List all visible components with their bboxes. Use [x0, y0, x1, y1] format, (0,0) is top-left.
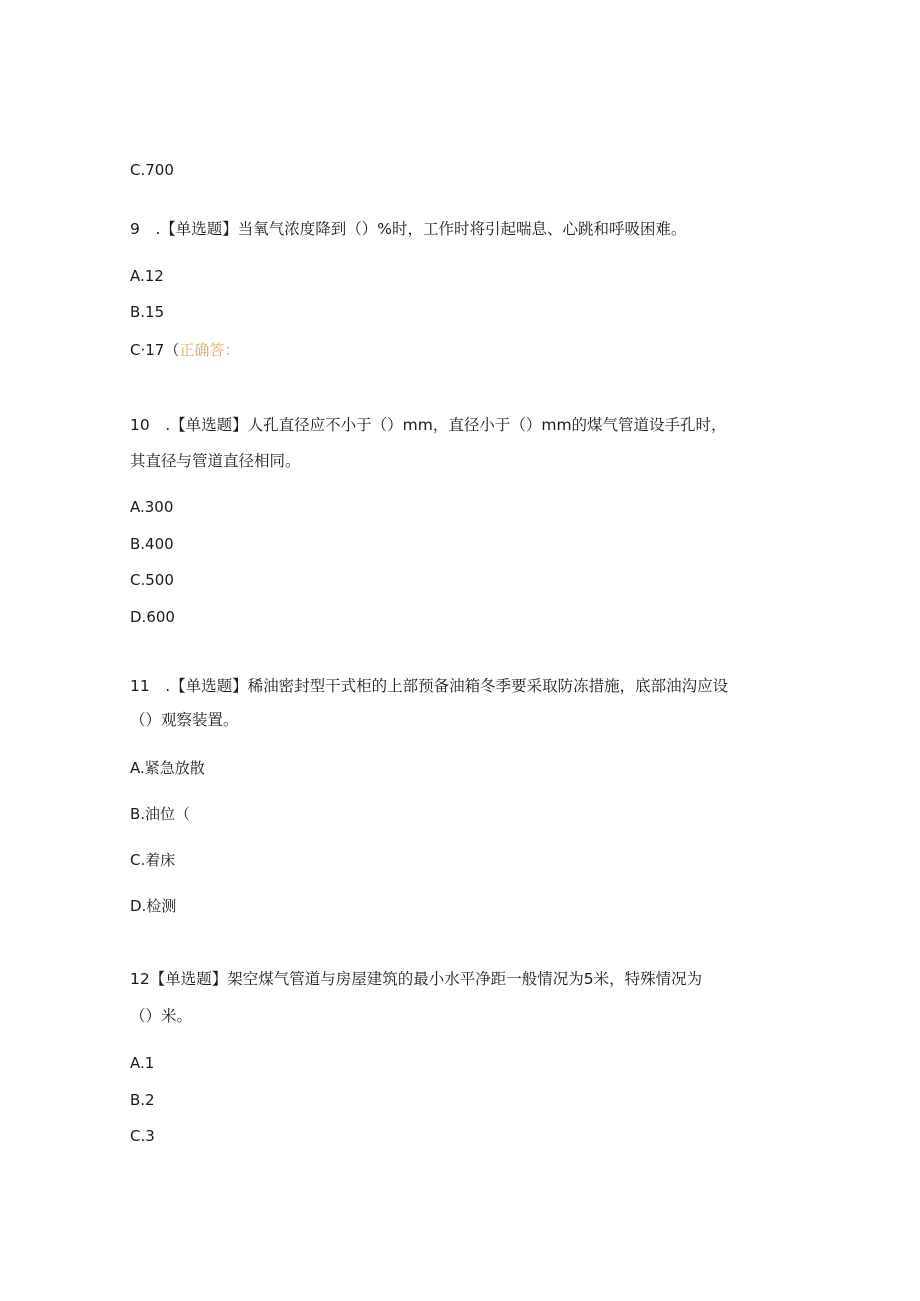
question-10-option-c: C.500	[130, 571, 174, 589]
question-10-option-a: A.300	[130, 498, 174, 516]
answer-hint: 正确答：	[179, 341, 240, 359]
question-12-line-1: 12【单选题】架空煤气管道与房屋建筑的最小水平净距一般情况为5米，特殊情况为	[130, 970, 703, 988]
question-11-option-d: D.检测	[130, 897, 177, 915]
question-9-option-c	[130, 340, 239, 360]
question-11-option-a: A.紧急放散	[130, 759, 205, 777]
option-c-prev: C.700	[130, 161, 174, 179]
question-12-option-a: A.1	[130, 1054, 155, 1072]
question-12-line-2: （）米。	[130, 1007, 193, 1025]
question-9: 9 .【单选题】当氧气浓度降到（）%时，工作时将引起喘息、心跳和呼吸困难。	[130, 220, 687, 238]
question-11-line-2: （）观察装置。	[130, 711, 239, 729]
question-12-option-c: C.3	[130, 1127, 155, 1145]
question-11-option-c: C.着床	[130, 851, 176, 869]
question-10-option-b: B.400	[130, 535, 174, 553]
option-text: C·17（	[130, 341, 180, 359]
question-9-option-a: A.12	[130, 267, 164, 285]
question-12-option-b: B.2	[130, 1091, 155, 1109]
question-10-line-1: 10 .【单选题】人孔直径应不小于（）mm，直径小于（）mm的煤气管道设手孔时，	[130, 416, 727, 434]
question-9-option-b: B.15	[130, 303, 165, 321]
question-10-option-d: D.600	[130, 608, 175, 626]
question-10-line-2: 其直径与管道直径相同。	[130, 452, 301, 470]
question-11-option-b: B.油位（	[130, 805, 191, 823]
question-11-line-1: 11 .【单选题】稀油密封型干式柜的上部预备油箱冬季要采取防冻措施，底部油沟应设	[130, 677, 729, 695]
